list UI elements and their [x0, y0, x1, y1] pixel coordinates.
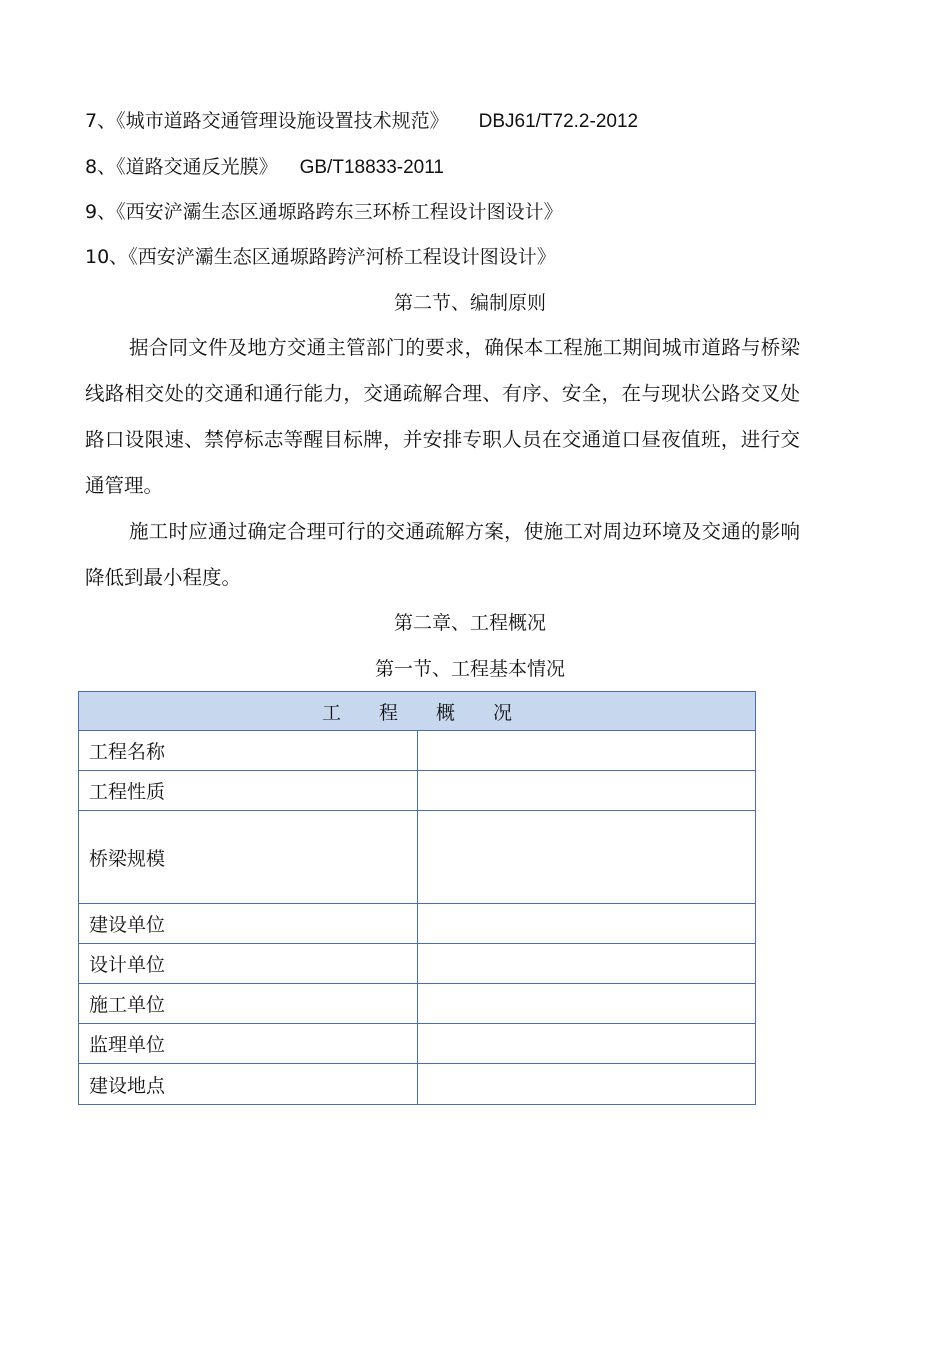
- row-label: 桥梁规模: [79, 811, 418, 904]
- row-label: 监理单位: [79, 1024, 418, 1064]
- row-value: [417, 1064, 756, 1105]
- table-row: [79, 731, 756, 771]
- row-value: [417, 904, 756, 944]
- reference-title: 《西安浐灞生态区通塬路跨浐河桥工程设计图设计》: [128, 246, 556, 268]
- paragraph: 据合同文件及地方交通主管部门的要求，确保本工程施工期间城市道路与桥梁线路相交处的交通和通行能力，交通疏解合理、有序、安全，在与现状公路交叉处路口设限速、禁停标志等醒目标牌，并安排专职人员在交通道口昼夜值班，进行交通管理。: [85, 336, 800, 497]
- row-value: [417, 731, 756, 771]
- table-row: [79, 944, 756, 984]
- chapter-heading-overview: 第二章、工程概况: [393, 612, 546, 634]
- reference-code: DBJ61/T72.2-2012: [478, 111, 639, 132]
- row-value: [417, 811, 756, 904]
- table-row: [79, 904, 756, 944]
- reference-code: GB/T18833-2011: [299, 157, 444, 178]
- reference-number: 9、: [85, 201, 117, 223]
- reference-item-8: [85, 154, 444, 181]
- reference-title: 《城市道路交通管理设施设置技术规范》: [116, 110, 449, 132]
- row-label: 建设单位: [79, 904, 418, 944]
- row-value: [417, 1024, 756, 1064]
- section-heading-basic-info: 第一节、工程基本情况: [374, 658, 565, 680]
- row-label: 工程名称: [79, 731, 418, 771]
- reference-title: 《道路交通反光膜》: [116, 156, 278, 178]
- row-value: [417, 984, 756, 1024]
- reference-number: 10、: [85, 246, 129, 268]
- table-row: [79, 1064, 756, 1105]
- table-row: [79, 1024, 756, 1064]
- table-row: [79, 771, 756, 811]
- row-label: 工程性质: [79, 771, 418, 811]
- table-row: [79, 984, 756, 1024]
- project-overview-table: [78, 691, 756, 1105]
- reference-item-9: [85, 199, 563, 225]
- row-label: 设计单位: [79, 944, 418, 984]
- table-row: [79, 811, 756, 904]
- table-header: 工 程 概 况: [79, 692, 756, 731]
- reference-item-10: [85, 244, 556, 270]
- reference-number: 8、: [85, 156, 117, 178]
- row-value: [417, 944, 756, 984]
- reference-title: 《西安浐灞生态区通塬路跨东三环桥工程设计图设计》: [116, 201, 563, 223]
- section-heading-principles: 第二节、编制原则: [393, 292, 546, 314]
- row-value: [417, 771, 756, 811]
- principles-body: [85, 325, 800, 601]
- reference-number: 7、: [85, 110, 117, 132]
- row-label: 建设地点: [79, 1064, 418, 1105]
- reference-item-7: [85, 108, 638, 135]
- table-header-row: [79, 692, 756, 731]
- paragraph: 施工时应通过确定合理可行的交通疏解方案，使施工对周边环境及交通的影响降低到最小程度。: [85, 520, 800, 589]
- row-label: 施工单位: [79, 984, 418, 1024]
